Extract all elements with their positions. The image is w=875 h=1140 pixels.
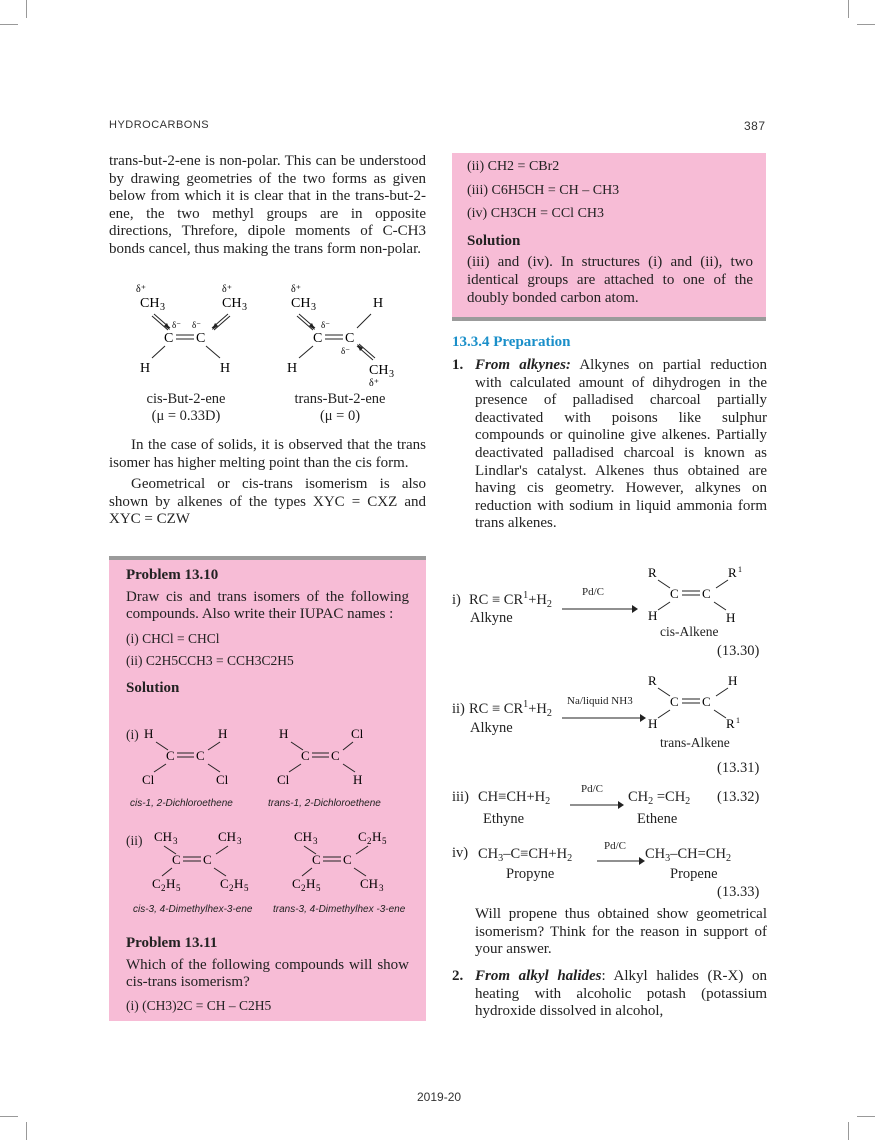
- trans-dimethylhexene-structure: [288, 826, 408, 899]
- svg-text:H: H: [648, 716, 658, 731]
- svg-text:C: C: [301, 748, 310, 763]
- svg-text:Cl: Cl: [216, 772, 229, 786]
- problem-title: Problem 13.10: [126, 567, 219, 583]
- problem-13-10: [126, 567, 409, 698]
- svg-text:δ⁺: δ⁺: [136, 284, 146, 295]
- problem-item: (iii) C6H5CH = CH – CH3: [467, 182, 620, 198]
- reaction-arrow: [570, 796, 624, 814]
- svg-text:H: H: [306, 876, 316, 891]
- product-name-text: cis-Alkene: [660, 624, 719, 639]
- svg-text:C: C: [164, 331, 174, 346]
- reaction-arrow: [562, 600, 638, 618]
- reactant-name: Alkyne: [470, 720, 513, 736]
- crop-mark: [857, 24, 875, 25]
- svg-text:CH: CH: [360, 876, 379, 891]
- reaction-label: iv): [452, 845, 469, 861]
- structure-caption: cis-1, 2-Dichloroethene: [130, 798, 233, 809]
- paragraph-text: In the case of solids, it is observed that the trans isomer has higher melting point than the cis form.: [109, 437, 426, 471]
- product-name: [660, 624, 718, 640]
- svg-text:C: C: [345, 331, 355, 346]
- crop-mark: [857, 1116, 875, 1117]
- svg-text:C: C: [358, 829, 367, 844]
- svg-text:CH: CH: [294, 829, 313, 844]
- reaction-arrow: [562, 709, 646, 727]
- trans-caption: [270, 391, 410, 425]
- svg-text:C: C: [670, 694, 679, 709]
- svg-text:H: H: [279, 726, 289, 741]
- cis-alkene-structure: [642, 562, 752, 631]
- reaction-reactant: RC ≡ $CR^1+H_2$: [469, 590, 552, 610]
- trans-dichloroethene-structure: [275, 722, 385, 791]
- svg-text:1: 1: [738, 565, 742, 574]
- paragraph-text: Geometrical or cis-trans isomerism is also shown by alkenes of the types XYC = CXZ and XYC = CZW: [109, 476, 426, 528]
- list-item-heading: From alkynes:: [475, 357, 571, 373]
- section-heading: 13.3.4 Preparation: [452, 334, 571, 350]
- svg-text:H: H: [372, 829, 382, 844]
- svg-text:H: H: [144, 726, 154, 741]
- product-name: Propene: [670, 866, 718, 882]
- svg-text:C: C: [313, 331, 323, 346]
- paragraph-text: trans-but-2-ene is non-polar. This can be understood by drawing geometries of the two forms as given below from which it is clear that in the trans-but-2-ene, the two methyl groups are in opposite directions, Threfore, dipole moments of C-CH3 bonds cancel, thus making the trans form non-polar.: [109, 153, 426, 257]
- svg-text:δ⁺: δ⁺: [369, 378, 379, 389]
- problem-continued: [467, 158, 753, 307]
- list-item: [475, 968, 767, 1021]
- problem-title: Problem 13.11: [126, 935, 218, 951]
- reactant-name: Propyne: [506, 866, 555, 882]
- paragraph: [109, 153, 426, 259]
- svg-text:3: 3: [237, 836, 242, 846]
- svg-text:Cl: Cl: [277, 772, 290, 786]
- catalyst: Pd/C: [581, 783, 604, 795]
- svg-text:H: H: [728, 673, 738, 688]
- product-name: [660, 735, 730, 751]
- svg-text:C: C: [331, 748, 340, 763]
- svg-text:C: C: [220, 876, 229, 891]
- solution-heading: Solution: [126, 679, 180, 696]
- trans-name: trans-But-2-ene: [294, 391, 386, 407]
- cis-dimethylhexene-structure: [148, 826, 268, 899]
- svg-text:3: 3: [173, 836, 178, 846]
- box-rule: [452, 317, 766, 321]
- cis-dichloroethene-structure: [140, 722, 250, 791]
- crop-mark: [848, 1122, 849, 1140]
- svg-text:3: 3: [160, 302, 165, 313]
- svg-text:2: 2: [161, 883, 166, 893]
- trans-dipole: (μ = 0): [319, 408, 361, 424]
- problem-item: (i) (CH3)2C = CH – C2H5: [126, 997, 272, 1013]
- svg-text:δ⁻: δ⁻: [321, 320, 330, 330]
- svg-text:5: 5: [382, 836, 387, 846]
- question-text: Will propene thus obtained show geometrical isomerism? Think for the reason in support of your answer.: [475, 906, 767, 958]
- list-number: 1.: [452, 357, 464, 373]
- problem-item: (i) CHCl = CHCl: [126, 630, 220, 646]
- svg-text:3: 3: [242, 302, 247, 313]
- solution-text: (iii) and (iv). In structures (i) and (ii), two identical groups are attached to one of the doubly bonded carbon atom.: [467, 254, 753, 306]
- svg-text:H: H: [373, 296, 384, 311]
- svg-text:CH: CH: [291, 296, 311, 311]
- svg-text:2: 2: [229, 883, 234, 893]
- structure-caption: cis-3, 4-Dimethylhex-3-ene: [133, 904, 253, 915]
- reaction-arrow: [597, 852, 645, 870]
- svg-text:δ⁻: δ⁻: [172, 320, 181, 330]
- structure-caption: trans-3, 4-Dimethylhex -3-ene: [273, 904, 406, 915]
- structure-caption: trans-1, 2-Dichloroethene: [268, 798, 381, 809]
- solution-label: (i): [126, 727, 139, 742]
- svg-text:Cl: Cl: [351, 726, 364, 741]
- problem-text: Which of the following compounds will show cis-trans isomerism?: [126, 956, 409, 991]
- problem-item: (iv) CH3CH = CCl CH3: [467, 206, 605, 222]
- problem-13-11: [126, 935, 409, 1014]
- svg-text:C: C: [196, 748, 205, 763]
- svg-text:CH: CH: [154, 829, 173, 844]
- svg-text:C: C: [702, 586, 711, 601]
- svg-text:H: H: [234, 876, 244, 891]
- trans-alkene-structure: [642, 670, 752, 739]
- catalyst: Na/liquid NH3: [567, 695, 633, 707]
- svg-text:H: H: [648, 608, 658, 623]
- svg-text:C: C: [343, 852, 352, 867]
- svg-text:3: 3: [311, 302, 316, 313]
- reaction-label: i): [452, 592, 461, 608]
- svg-text:C: C: [152, 876, 161, 891]
- svg-text:CH: CH: [140, 296, 160, 311]
- svg-text:CH: CH: [222, 296, 242, 311]
- list-item-text: Alkynes on partial reduction with calculated amount of dihydrogen in the presence of palladised charcoal partially deactivated with poisons like sulphur compounds or quinoline give alkenes. Partially deactivated palladised charcoal is known as Lindlar's catalyst. Alkenes thus obtained are having cis geometry. However, alkynes on reduction with sodium in liquid ammonia form trans alkenes.: [475, 357, 767, 532]
- equation-number: (13.30): [717, 643, 760, 659]
- catalyst: Pd/C: [582, 586, 605, 598]
- equation-number: (13.32): [717, 789, 760, 805]
- svg-text:δ⁺: δ⁺: [222, 284, 232, 295]
- reaction-product: $CH_2 =CH_2$: [628, 789, 691, 807]
- equation-number: (13.31): [717, 760, 760, 776]
- page-number: 387: [744, 119, 766, 133]
- svg-text:2: 2: [301, 883, 306, 893]
- crop-mark: [26, 0, 27, 18]
- crop-mark: [848, 0, 849, 18]
- svg-text:5: 5: [316, 883, 321, 893]
- catalyst: Pd/C: [604, 840, 627, 852]
- crop-mark: [0, 24, 18, 25]
- paragraph: [109, 437, 426, 529]
- svg-text:5: 5: [244, 883, 249, 893]
- footer-year: 2019-20: [417, 1090, 462, 1104]
- svg-text:3: 3: [313, 836, 318, 846]
- list-item: [475, 357, 767, 533]
- svg-text:R: R: [648, 673, 657, 688]
- reaction-reactant: $CH_3-C\equiv CH+H_2$: [478, 846, 573, 864]
- cis-caption: [122, 391, 250, 425]
- reactant-name: Ethyne: [483, 811, 525, 827]
- reaction-label: ii): [452, 701, 465, 717]
- svg-text:2: 2: [367, 836, 372, 846]
- svg-text:R: R: [726, 716, 735, 731]
- svg-text:C: C: [702, 694, 711, 709]
- svg-text:CH: CH: [369, 363, 389, 378]
- svg-text:R: R: [728, 565, 737, 580]
- svg-text:H: H: [287, 361, 298, 376]
- list-item-heading: From alkyl halides: [475, 968, 602, 984]
- reaction-label: iii): [452, 789, 469, 805]
- solution-heading: Solution: [467, 232, 521, 249]
- crop-mark: [0, 1116, 18, 1117]
- svg-text:H: H: [726, 610, 736, 625]
- svg-text:H: H: [140, 361, 151, 376]
- product-name-text: trans-Alkene: [660, 735, 730, 750]
- svg-text:C: C: [292, 876, 301, 891]
- svg-text:δ⁻: δ⁻: [341, 346, 350, 356]
- solution-label: (ii): [126, 833, 143, 848]
- svg-text:5: 5: [176, 883, 181, 893]
- reaction-product: $CH_3-CH=CH_2$: [645, 846, 731, 864]
- svg-text:H: H: [353, 772, 363, 786]
- problem-item: (ii) CH2 = CBr2: [467, 159, 560, 174]
- svg-text:H: H: [220, 361, 231, 376]
- cis-dipole: (μ = 0.33D): [151, 408, 221, 424]
- cis-name: cis-But-2-ene: [146, 391, 226, 407]
- svg-text:C: C: [196, 331, 206, 346]
- reaction-reactant: RC ≡ $CR^1+H_2$: [469, 699, 552, 719]
- reactant-name: Alkyne: [470, 610, 513, 626]
- svg-text:Cl: Cl: [142, 772, 155, 786]
- svg-text:R: R: [648, 565, 657, 580]
- crop-mark: [26, 1122, 27, 1140]
- svg-text:C: C: [172, 852, 181, 867]
- cis-but-2-ene-structure: [112, 282, 262, 387]
- svg-text:δ⁺: δ⁺: [291, 284, 301, 295]
- svg-text:3: 3: [389, 369, 394, 380]
- reaction-reactant: $CH\equiv CH+H_2$: [478, 789, 551, 807]
- equation-number: (13.33): [717, 884, 760, 900]
- list-number: 2.: [452, 968, 464, 984]
- svg-text:CH: CH: [218, 829, 237, 844]
- problem-item: (ii) C2H5CCH3 = CCH3C2H5: [126, 653, 294, 669]
- trans-but-2-ene-structure: [283, 282, 413, 397]
- svg-text:C: C: [166, 748, 175, 763]
- svg-text:3: 3: [379, 883, 384, 893]
- svg-text:C: C: [312, 852, 321, 867]
- svg-text:δ⁻: δ⁻: [192, 320, 201, 330]
- running-header: HYDROCARBONS: [109, 119, 210, 131]
- svg-text:1: 1: [736, 716, 740, 725]
- problem-text: Draw cis and trans isomers of the following compounds. Also write their IUPAC names :: [126, 588, 409, 623]
- list-item-text: : Alkyl halides (R-X) on heating with alcoholic potash (potassium hydroxide dissolved in alcohol,: [475, 968, 767, 1020]
- svg-text:H: H: [218, 726, 228, 741]
- svg-text:C: C: [670, 586, 679, 601]
- svg-text:H: H: [166, 876, 176, 891]
- product-name: Ethene: [637, 811, 678, 827]
- svg-text:C: C: [203, 852, 212, 867]
